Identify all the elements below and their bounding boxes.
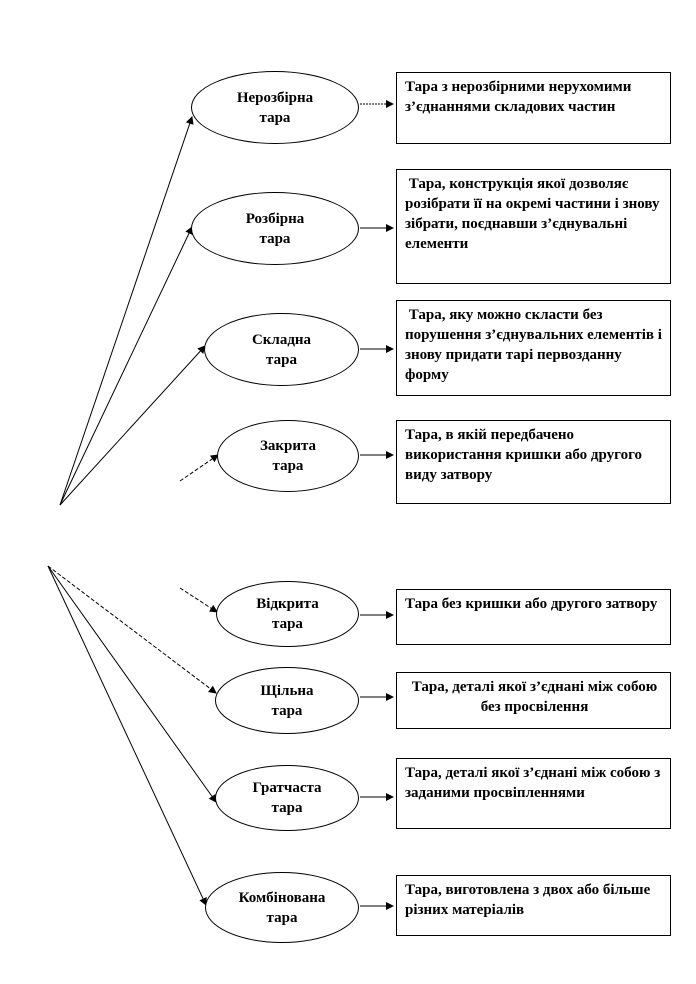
arrow-to-shchilna: [48, 566, 216, 693]
description-vidkryta: Тара без кришки або другого затвору: [396, 589, 671, 645]
node-vidkryta-tara: Відкрита тара: [216, 581, 359, 647]
node-skladna-tara: Складна тара: [204, 313, 359, 386]
description-skladna: Тара, яку можно скласти без порушення з’єднувальних елементів і знову придати тарі первозданну форму: [396, 300, 671, 396]
description-rozbirna: Тара, конструкція якої дозволяє розібрати її на окремі частини і знову зібрати, поєднавши з’єднувальні елементи: [396, 169, 671, 284]
arrow-to-vidkryta: [180, 588, 217, 612]
node-shchilna-tara: Щільна тара: [215, 667, 359, 734]
node-kombinovana-tara: Комбінована тара: [205, 872, 359, 943]
description-kombinovana: Тара, виготовлена з двох або більше різних матеріалів: [396, 875, 671, 936]
description-shchilna: Тара, деталі якої з’єднані між собою без просвілення: [396, 672, 671, 729]
node-zakryta-tara: Закрита тара: [217, 420, 359, 492]
arrow-to-zakryta: [180, 455, 218, 481]
node-rozbirna-tara: Розбірна тара: [191, 192, 359, 265]
arrow-to-skladna: [60, 346, 205, 505]
node-nerozbirna-tara: Нерозбірна тара: [191, 71, 359, 144]
description-zakryta: Тара, в якій передбачено використання кришки або другого виду затвору: [396, 420, 671, 504]
arrow-to-kombinovana: [48, 566, 206, 905]
arrow-to-rozbirna: [60, 227, 192, 505]
description-gratchasta: Тара, деталі якої з’єднані між собою з заданими просвіпленнями: [396, 758, 671, 829]
arrow-to-gratchasta: [48, 566, 216, 802]
node-gratchasta-tara: Гратчаста тара: [215, 765, 359, 831]
arrow-to-nerozbirna: [60, 117, 192, 505]
description-nerozbirna: Тара з нерозбірними нерухомими з’єднаннями складових частин: [396, 72, 671, 144]
